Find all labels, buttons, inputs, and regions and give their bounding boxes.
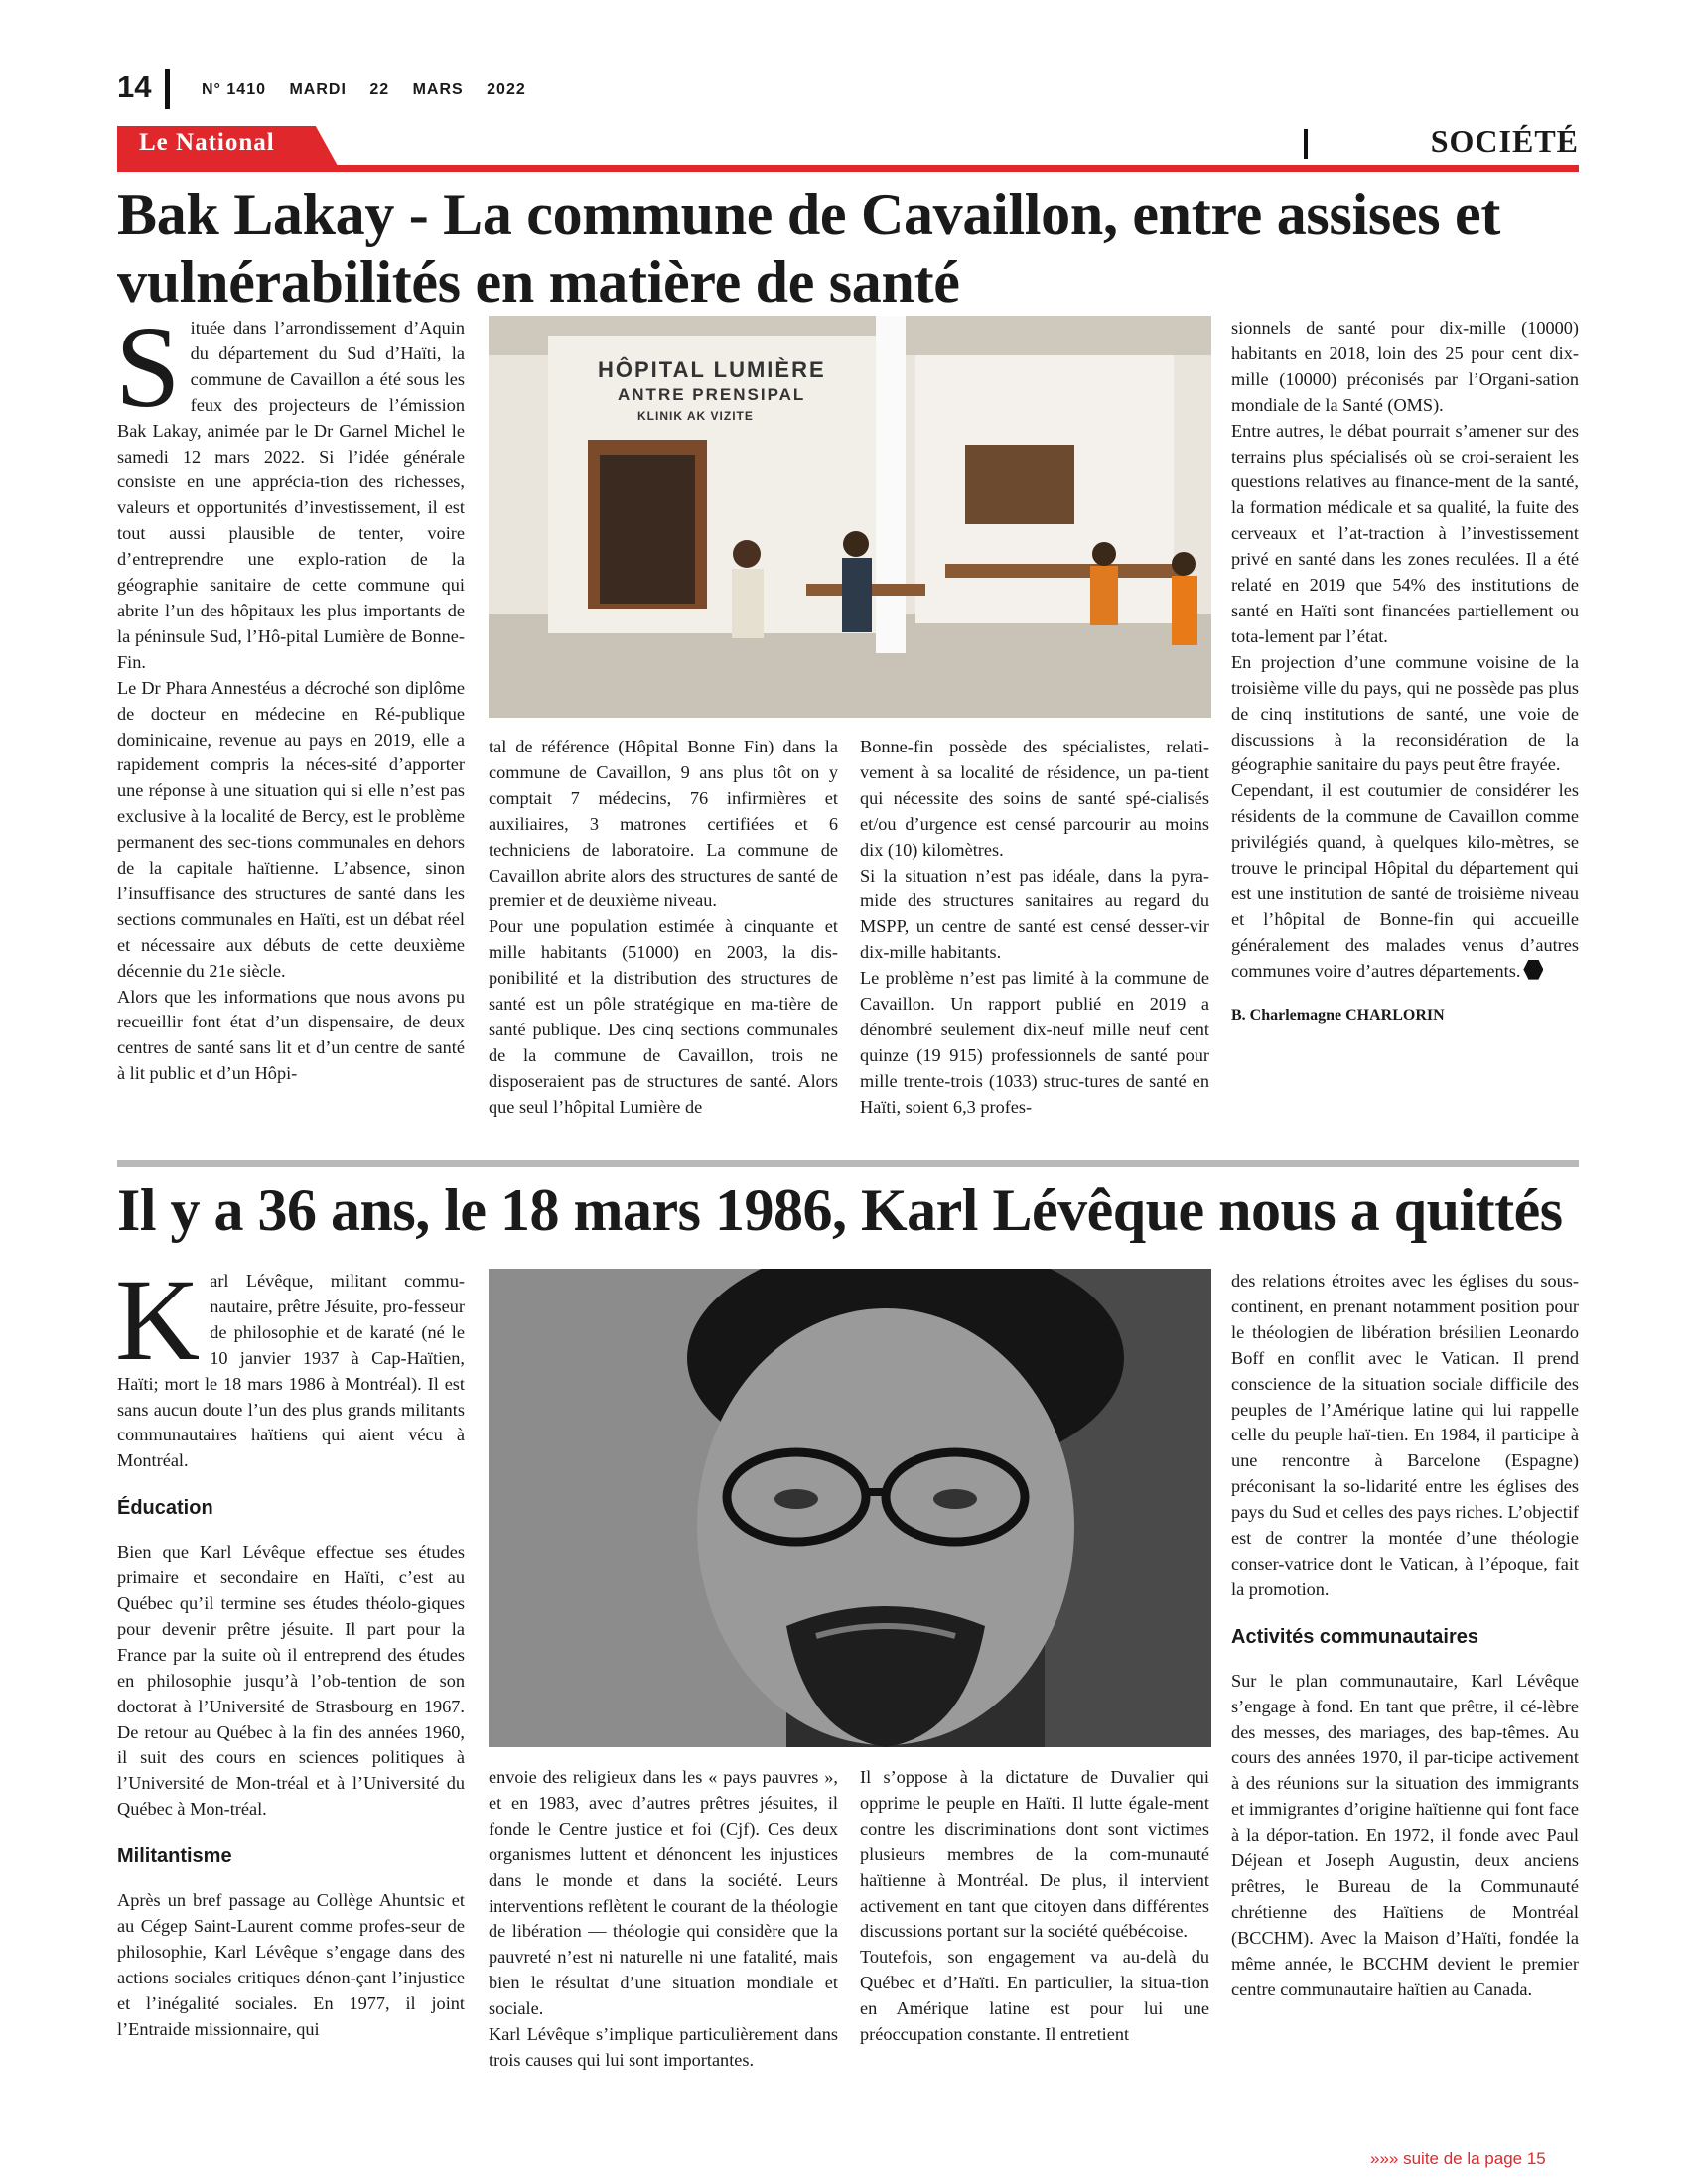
subheading: Activités communautaires — [1231, 1625, 1478, 1648]
byline: B. Charlemagne CHARLORIN — [1231, 1006, 1445, 1024]
paragraph: des relations étroites avec les églises du sous-continent, en prenant notamment position pour le théologien de libération brésilien Leonardo Boff en conflit avec le Vatican. Il prend conscience de la situation sociale difficile des peuples de l’Amérique latine qui lui rappelle celle du peuple haï-tien. En 1984, il participe à une rencontre à Barcelone (Espagne) préconisant la so-lidarité entre les églises des pays du Sud et celles des pays riches. L’objectif est de contrer la montée d’une théologie conser-vatrice dont le Vatican, à l’époque, fait la promotion. — [1231, 1271, 1579, 1599]
issue-day: MARDI — [289, 81, 347, 98]
paragraph: Bien que Karl Lévêque effectue ses études primaire et secondaire en Haïti, c’est au Québec qu’il termine ses études théolo-giques pour devenir prêtre jésuite. Il part pour la France par la suite où il entreprend des études en philosophie jusqu’à l’ob-tention de son doctorat à l’Université de Strasbourg en 1967. De retour au Québec à la fin des années 1960, il suit des cours en sciences politiques à l’Université de Mon-tréal et à l’Université du Québec à Mon-tréal. — [117, 1542, 465, 1820]
article2-column-1 — [115, 1255, 465, 2042]
brand-name: Le National — [139, 129, 275, 156]
subheading: Militantisme — [117, 1845, 232, 1868]
article1-title: Bak Lakay - La commune de Cavaillon, entre assises et vulnérabilités en matière de santé — [117, 182, 1501, 315]
article-divider — [117, 1160, 1579, 1167]
header-divider — [165, 69, 170, 109]
subheading: Éducation — [117, 1497, 213, 1520]
portrait-photo — [489, 1269, 1211, 1747]
paragraph: Après un bref passage au Collège Ahuntsic et au Cégep Saint-Laurent comme profes-seur de philosophie, Karl Lévêque s’engage dans des actions sociales critiques dénon-çant l’injustice et l’inégalité sociales. En 1977, il joint l’Entraide missionnaire, qui — [117, 1890, 465, 2039]
paragraph: Pour une population estimée à cinquante et mille habitants (51000) en 2003, la dis-ponibilité et la distribution des structures de santé est un pôle stratégique en ma-tière de santé publique. Des cinq sections communales de la commune de Cavaillon, trois ne disposeraient pas de structures de santé. Alors que seul l’hôpital Lumière de — [489, 916, 838, 1117]
hospital-sign-note: KLINIK AK VIZITE — [637, 409, 754, 423]
drop-cap: K — [115, 1255, 201, 1385]
article2-column-4 — [1231, 1269, 1579, 2002]
page-number: 14 — [117, 69, 152, 104]
paragraph: sionnels de santé pour dix-mille (10000) habitants en 2018, loin des 25 pour cent dix-mille (10000) préconisés par l’Organi-sation mondiale de la Santé (OMS). — [1231, 318, 1579, 415]
end-mark-icon — [1523, 960, 1543, 980]
continuation-note: »»» suite de la page 15 — [1370, 2149, 1546, 2168]
section-divider — [1304, 129, 1308, 159]
article2-column-3 — [860, 1765, 1209, 2048]
paragraph: Cependant, il est coutumier de considérer les résidents de la commune de Cavaillon comme privilégiés quand, à quelques kilo-mètres, se trouve le principal Hôpital du département qui est une institution de santé de troisième niveau et l’hôpital de Bonne-fin qui accueille généralement des malades venus d’autres communes voire d’autres départements. — [1231, 780, 1579, 981]
paragraph: Le Dr Phara Annestéus a décroché son diplôme de docteur en médecine en Ré-publique dominicaine, revenue au pays en 2019, elle a rapidement compris la néces-sité d’apporter une réponse à une situation qui si elle n’est pas exclusive à la localité de Bercy, est le problème permanent des sec-tions communales en dehors de la capitale haïtienne. L’absence, sinon l’insuffisance des structures de santé dans les sections communales en Haïti, est un débat réel et nécessaire aux débuts de cette deuxième décennie du 21e siècle. — [117, 677, 465, 981]
paragraph: tal de référence (Hôpital Bonne Fin) dans la commune de Cavaillon, 9 ans plus tôt on y comptait 7 médecins, 76 infirmières et auxiliaires, 3 matrones certifiées et 6 techniciens de laboratoire. La commune de Cavaillon abrite alors des structures de santé de premier et de deuxième niveau. — [489, 737, 838, 911]
article1-column-4 — [1231, 316, 1579, 1027]
issue-info — [202, 81, 544, 99]
issue-number: N° 1410 — [202, 81, 266, 98]
article1-column-2 — [489, 735, 838, 1121]
paragraph: Alors que les informations que nous avons pu recueillir font état d’un dispensaire, de deux centres de santé sans lit et d’un centre de santé à lit public et d’un Hôpi- — [117, 986, 465, 1084]
paragraph: ituée dans l’arrondissement d’Aquin du département du Sud d’Haïti, la commune de Cavaillon a été sous les feux des projecteurs de l’émission Bak Lakay, animée par le Dr Garnel Michel le samedi 12 mars 2022. Si l’idée générale consiste en une apprécia-tion des richesses, valeurs et opportunités d’investissement, il est tout aussi plausible de tenter, voire d’entreprendre une explo-ration de la géographie sanitaire de cette commune qui abrite l’un des hôpitaux les plus importants de la péninsule Sud, l’Hô-pital Lumière de Bonne-Fin. — [117, 318, 465, 672]
paragraph: envoie des religieux dans les « pays pauvres », et en 1983, avec d’autres prêtres jésuites, il fonde le Centre justice et foi (Cjf). Ces deux organismes luttent et dénoncent les injustices dans le monde et dans la société. Leurs interventions reflètent le courant de la théologie de libération — théologie qui considère que la pauvreté n’est ni naturelle ni une fatalité, mais bien le résultat d’une situation mondiale et sociale. — [489, 1767, 838, 2019]
paragraph: Karl Lévêque s’implique particulièrement dans trois causes qui lui sont importantes. — [489, 2024, 838, 2070]
paragraph: Il s’oppose à la dictature de Duvalier qui opprime le peuple en Haïti. Il lutte égale-ment contre les discriminations dont sont victimes plusieurs membres de la com-munauté haïtienne à Montréal. De plus, il intervient activement en tant que citoyen dans différentes discussions portant sur la société québécoise. — [860, 1767, 1209, 1942]
paragraph: Le problème n’est pas limité à la commune de Cavaillon. Un rapport publié en 2019 a dénombré seulement dix-neuf mille neuf cent quinze (19 915) professionnels de santé pour mille trente-trois (1033) struc-tures de santé en Haïti, soient 6,3 profes- — [860, 968, 1209, 1117]
issue-month: MARS — [412, 81, 464, 98]
paragraph: En projection d’une commune voisine de la troisième ville du pays, qui ne possède pas plus de cinq institutions de santé, une voie de discussions à la reconsidération de la géographie sanitaire du pays peut être frayée. — [1231, 651, 1579, 775]
drop-cap: S — [115, 302, 181, 432]
paragraph: Entre autres, le débat pourrait s’amener sur des terrains plus spécialisés où se croi-seraient les questions relatives au finance-ment de la santé, la formation médicale et sa qualité, la fuite des cerveaux et l’at-traction à l’investissement privé en santé dans les zones reculées. Il a été relaté en 2019 que 54% des institutions de santé en Haïti sont financées partiellement ou tota-lement par l’état. — [1231, 420, 1579, 646]
article2-column-2 — [489, 1765, 838, 2074]
article1-column-1 — [115, 302, 465, 1087]
paragraph: Si la situation n’est pas idéale, dans la pyra-mide des structures sanitaires au regard du MSPP, un centre de santé est censé desser-vir dix-mille habitants. — [860, 865, 1209, 963]
issue-date: 22 — [369, 81, 390, 98]
paragraph: arl Lévêque, militant commu-nautaire, prêtre Jésuite, pro-fesseur de philosophie et de karaté (né le 10 janvier 1937 à Cap-Haïtien, Haïti; mort le 18 mars 1986 à Montréal). Il est sans aucun doute l’un des plus grands militants communautaires haïtiens qui aient vécu à Montréal. — [117, 1271, 465, 1471]
paragraph: Sur le plan communautaire, Karl Lévêque s’engage à fond. En tant que prêtre, il cé-lèbre des messes, des mariages, des bap-têmes. Au cours des années 1970, il par-ticipe activement à des réunions sur la situation des immigrants et immigrantes d’origine haïtienne qui font face à la dépor-tation. En 1972, il fonde avec Paul Déjean et Joseph Augustin, deux anciens prêtres, le Bureau de la Communauté chrétienne des Haïtiens de Montréal (BCCHM). Avec la Maison d’Haïti, fondée la même année, le BCCHM devient le premier centre communautaire haïtien au Canada. — [1231, 1670, 1579, 1999]
article1-column-3 — [860, 735, 1209, 1121]
issue-year: 2022 — [487, 81, 526, 98]
hospital-sign-title: HÔPITAL LUMIÈRE — [598, 357, 826, 382]
paragraph: Toutefois, son engagement va au-delà du Québec et d’Haïti. En particulier, la situa-tion en Amérique latine est pour lui une préoccupation constante. Il entretient — [860, 1947, 1209, 2045]
header-rule — [117, 165, 1579, 172]
hospital-photo — [489, 316, 1211, 718]
paragraph: Bonne-fin possède des spécialistes, relati-vement à sa localité de résidence, un pa-tient qui nécessite des soins de santé spé-cialisés et/ou d’urgence est censé parcourir au moins dix (10) kilomètres. — [860, 737, 1209, 860]
hospital-sign-subtitle: ANTRE PRENSIPAL — [618, 385, 806, 404]
section-label: SOCIÉTÉ — [1430, 123, 1579, 159]
article2-title: Il y a 36 ans, le 18 mars 1986, Karl Lévêque nous a quittés — [117, 1177, 1563, 1243]
